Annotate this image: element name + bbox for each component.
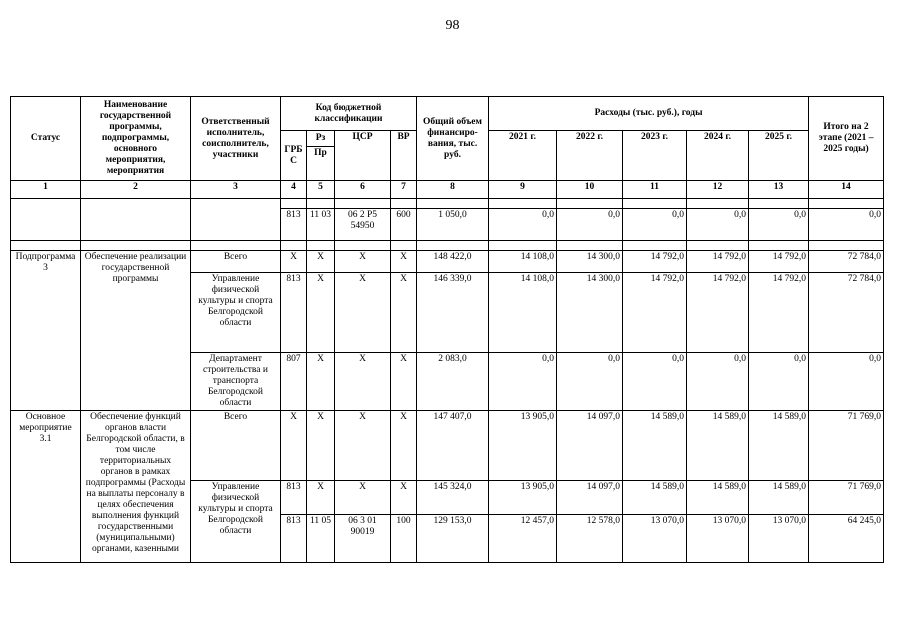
header-year-2021: 2021 г. <box>489 131 557 181</box>
vr-cell: Х <box>391 353 417 411</box>
budget-table <box>10 96 884 563</box>
itogo-cell: 71 769,0 <box>809 481 884 515</box>
responsible-cell: Всего <box>191 251 281 273</box>
header-name: Наименование государственной программы, подпрограммы, основного мероприятия, мероприятия <box>81 97 191 181</box>
year-cell: 0,0 <box>687 209 749 241</box>
vr-cell: Х <box>391 251 417 273</box>
column-number: 2 <box>81 181 191 199</box>
column-number: 13 <box>749 181 809 199</box>
header-year-2022: 2022 г. <box>557 131 623 181</box>
csr-cell: Х <box>335 273 391 353</box>
table-row <box>11 251 884 273</box>
year-cell: 14 589,0 <box>687 481 749 515</box>
total-cell: 1 050,0 <box>417 209 489 241</box>
grbs-cell: 813 <box>281 273 307 353</box>
name-cell: Обеспечение функций органов власти Белгородской области, в том числе территориальных органов в рамках подпрограммы (Расходы на выплаты персоналу в целях обеспечения выполнения функций государственными (муниципальными) органами, казенными <box>81 411 191 563</box>
year-cell: 0,0 <box>623 209 687 241</box>
year-cell: 14 300,0 <box>557 273 623 353</box>
vr-cell: Х <box>391 273 417 353</box>
column-number: 10 <box>557 181 623 199</box>
year-cell: 13 070,0 <box>687 515 749 563</box>
year-cell: 14 589,0 <box>749 411 809 481</box>
responsible-cell: Департамент строительства и транспорта Белгородской области <box>191 353 281 411</box>
total-cell: 148 422,0 <box>417 251 489 273</box>
header-responsible: Ответственный исполнитель, соисполнитель, участники <box>191 97 281 181</box>
rz-pr-cell: Х <box>307 481 335 515</box>
header-itogo: Итого на 2 этапе (2021 – 2025 годы) <box>809 97 884 181</box>
year-cell: 0,0 <box>749 209 809 241</box>
year-cell: 13 070,0 <box>749 515 809 563</box>
header-rz: Рз <box>307 131 335 147</box>
year-cell: 14 792,0 <box>623 251 687 273</box>
column-number: 5 <box>307 181 335 199</box>
year-cell: 13 905,0 <box>489 411 557 481</box>
csr-cell: 06 2 P5 54950 <box>335 209 391 241</box>
year-cell: 14 097,0 <box>557 481 623 515</box>
rz-pr-cell: Х <box>307 353 335 411</box>
grbs-cell: Х <box>281 251 307 273</box>
csr-cell: Х <box>335 411 391 481</box>
table-row <box>11 411 884 481</box>
year-cell: 14 589,0 <box>687 411 749 481</box>
rz-pr-cell: Х <box>307 251 335 273</box>
year-cell: 14 792,0 <box>623 273 687 353</box>
itogo-cell: 72 784,0 <box>809 251 884 273</box>
grbs-cell: 813 <box>281 481 307 515</box>
year-cell: 0,0 <box>623 353 687 411</box>
year-cell: 0,0 <box>687 353 749 411</box>
year-cell: 14 792,0 <box>749 273 809 353</box>
header-year-2023: 2023 г. <box>623 131 687 181</box>
header-vr: ВР <box>391 131 417 181</box>
column-number: 14 <box>809 181 884 199</box>
header-pr: Пр <box>307 147 335 181</box>
year-cell: 0,0 <box>557 353 623 411</box>
year-cell: 0,0 <box>749 353 809 411</box>
itogo-cell: 0,0 <box>809 209 884 241</box>
status-cell: Основное мероприятие 3.1 <box>11 411 81 563</box>
vr-cell: Х <box>391 481 417 515</box>
grbs-cell: 813 <box>281 515 307 563</box>
header-expenses: Расходы (тыс. руб.), годы <box>489 97 809 131</box>
responsible-cell: Управление физической культуры и спорта Белгородской области <box>191 273 281 353</box>
header-total-volume: Общий объем финансиро-вания, тыс. руб. <box>417 97 489 181</box>
year-cell: 14 792,0 <box>687 251 749 273</box>
vr-cell: 600 <box>391 209 417 241</box>
rz-pr-cell: 11 03 <box>307 209 335 241</box>
year-cell: 12 578,0 <box>557 515 623 563</box>
column-number: 6 <box>335 181 391 199</box>
year-cell: 14 108,0 <box>489 251 557 273</box>
table-row <box>11 209 884 241</box>
grbs-cell: 807 <box>281 353 307 411</box>
year-cell: 14 300,0 <box>557 251 623 273</box>
total-cell: 129 153,0 <box>417 515 489 563</box>
total-cell: 2 083,0 <box>417 353 489 411</box>
responsible-cell: Всего <box>191 411 281 481</box>
header-budget-code: Код бюджетной классификации <box>281 97 417 131</box>
vr-cell: Х <box>391 411 417 481</box>
grbs-cell: 813 <box>281 209 307 241</box>
year-cell: 0,0 <box>557 209 623 241</box>
year-cell: 14 589,0 <box>623 481 687 515</box>
year-cell: 13 070,0 <box>623 515 687 563</box>
csr-cell: Х <box>335 353 391 411</box>
name-cell: Обеспечение реализации государственной программы <box>81 251 191 411</box>
name-cell <box>81 209 191 241</box>
header-grbs: ГРБ С <box>281 131 307 181</box>
column-number: 1 <box>11 181 81 199</box>
year-cell: 14 792,0 <box>687 273 749 353</box>
csr-cell: Х <box>335 251 391 273</box>
year-cell: 14 792,0 <box>749 251 809 273</box>
status-cell <box>11 209 81 241</box>
page-number: 98 <box>445 18 460 33</box>
column-number: 12 <box>687 181 749 199</box>
header-status: Статус <box>11 97 81 181</box>
status-cell: Подпрограмма 3 <box>11 251 81 411</box>
column-number: 4 <box>281 181 307 199</box>
csr-cell: Х <box>335 481 391 515</box>
vr-cell: 100 <box>391 515 417 563</box>
rz-pr-cell: Х <box>307 273 335 353</box>
column-number: 8 <box>417 181 489 199</box>
header-year-2024: 2024 г. <box>687 131 749 181</box>
itogo-cell: 0,0 <box>809 353 884 411</box>
spacer-row <box>11 241 884 251</box>
year-cell: 0,0 <box>489 353 557 411</box>
itogo-cell: 64 245,0 <box>809 515 884 563</box>
year-cell: 14 097,0 <box>557 411 623 481</box>
grbs-cell: Х <box>281 411 307 481</box>
responsible-cell <box>191 209 281 241</box>
total-cell: 147 407,0 <box>417 411 489 481</box>
year-cell: 0,0 <box>489 209 557 241</box>
year-cell: 14 589,0 <box>749 481 809 515</box>
column-number: 3 <box>191 181 281 199</box>
year-cell: 14 589,0 <box>623 411 687 481</box>
year-cell: 13 905,0 <box>489 481 557 515</box>
total-cell: 146 339,0 <box>417 273 489 353</box>
rz-pr-cell: Х <box>307 411 335 481</box>
responsible-cell: Управление физической культуры и спорта Белгородской области <box>191 481 281 563</box>
total-cell: 145 324,0 <box>417 481 489 515</box>
spacer-row <box>11 199 884 209</box>
csr-cell: 06 3 01 90019 <box>335 515 391 563</box>
column-number: 7 <box>391 181 417 199</box>
itogo-cell: 72 784,0 <box>809 273 884 353</box>
column-number: 11 <box>623 181 687 199</box>
column-number: 9 <box>489 181 557 199</box>
year-cell: 12 457,0 <box>489 515 557 563</box>
header-csr: ЦСР <box>335 131 391 181</box>
header-year-2025: 2025 г. <box>749 131 809 181</box>
rz-pr-cell: 11 05 <box>307 515 335 563</box>
itogo-cell: 71 769,0 <box>809 411 884 481</box>
year-cell: 14 108,0 <box>489 273 557 353</box>
